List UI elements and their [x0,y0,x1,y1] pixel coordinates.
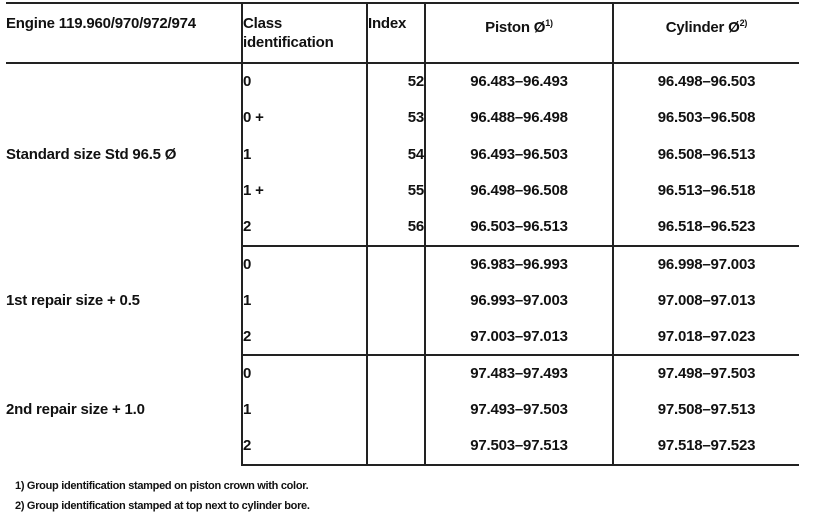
index-cell: 55 [367,173,425,210]
index-cell: 56 [367,209,425,246]
piston-diameter-cell: 96.493–96.503 [425,136,613,173]
piston-diameter-cell: 97.483–97.493 [425,355,613,392]
header-class-line1: Class [243,15,283,32]
index-cell [367,246,425,283]
table-row [6,246,799,283]
index-cell [367,428,425,465]
piston-diameter-cell: 96.503–96.513 [425,209,613,246]
cylinder-diameter-cell: 97.508–97.513 [613,392,799,429]
header-cylinder [613,3,799,63]
cylinder-diameter-cell: 97.498–97.503 [613,355,799,392]
cylinder-diameter-cell: 96.518–96.523 [613,209,799,246]
class-identification-cell: 1 + [242,173,367,210]
table-body [6,63,799,465]
engine-size-group-label: 2nd repair size + 1.0 [6,401,145,419]
header-piston [425,3,613,63]
header-index: Index [367,3,425,63]
class-identification-cell: 0 [242,355,367,392]
cylinder-diameter-cell: 96.503–96.508 [613,100,799,137]
index-cell: 52 [367,63,425,100]
class-identification-cell: 1 [242,392,367,429]
header-piston-footnote-ref: 1) [545,18,553,28]
engine-size-group-label: Standard size Std 96.5 Ø [6,146,177,164]
table-header-row [6,3,799,63]
cylinder-diameter-cell: 97.008–97.013 [613,282,799,319]
footnote-1: 1) Group identification stamped on piston crown with color. [15,480,309,492]
class-identification-cell: 2 [242,428,367,465]
cylinder-diameter-cell: 96.498–96.503 [613,63,799,100]
table-row [6,63,799,100]
header-class-identification [242,3,367,63]
index-cell: 53 [367,100,425,137]
piston-diameter-cell: 96.488–96.498 [425,100,613,137]
cylinder-diameter-cell: 97.018–97.023 [613,319,799,356]
table-row [6,355,799,392]
index-cell [367,282,425,319]
piston-diameter-cell: 97.003–97.013 [425,319,613,356]
cylinder-diameter-cell: 96.998–97.003 [613,246,799,283]
header-class-line2: identification [243,34,334,51]
piston-diameter-cell: 96.983–96.993 [425,246,613,283]
header-piston-label: Piston Ø [485,19,546,36]
index-cell [367,355,425,392]
piston-diameter-cell: 97.503–97.513 [425,428,613,465]
engine-size-group-label: 1st repair size + 0.5 [6,291,140,309]
class-identification-cell: 2 [242,209,367,246]
cylinder-diameter-cell: 96.508–96.513 [613,136,799,173]
class-identification-cell: 1 [242,282,367,319]
cylinder-diameter-cell: 97.518–97.523 [613,428,799,465]
index-cell [367,392,425,429]
index-cell: 54 [367,136,425,173]
header-engine: Engine 119.960/970/972/974 [6,3,242,63]
header-cylinder-label: Cylinder Ø [665,19,740,36]
piston-diameter-cell: 96.498–96.508 [425,173,613,210]
class-identification-cell: 2 [242,319,367,356]
header-cylinder-footnote-ref: 2) [739,18,748,28]
piston-diameter-cell: 96.483–96.493 [425,63,613,100]
class-identification-cell: 0 [242,63,367,100]
class-identification-cell: 1 [242,136,367,173]
piston-diameter-cell: 96.993–97.003 [425,282,613,319]
piston-diameter-cell: 97.493–97.503 [425,392,613,429]
class-identification-cell: 0 + [242,100,367,137]
cylinder-diameter-cell: 96.513–96.518 [613,173,799,210]
index-cell [367,319,425,356]
footnote-2: 2) Group identification stamped at top next to cylinder bore. [15,500,310,512]
piston-cylinder-spec-table [6,2,799,466]
class-identification-cell: 0 [242,246,367,283]
